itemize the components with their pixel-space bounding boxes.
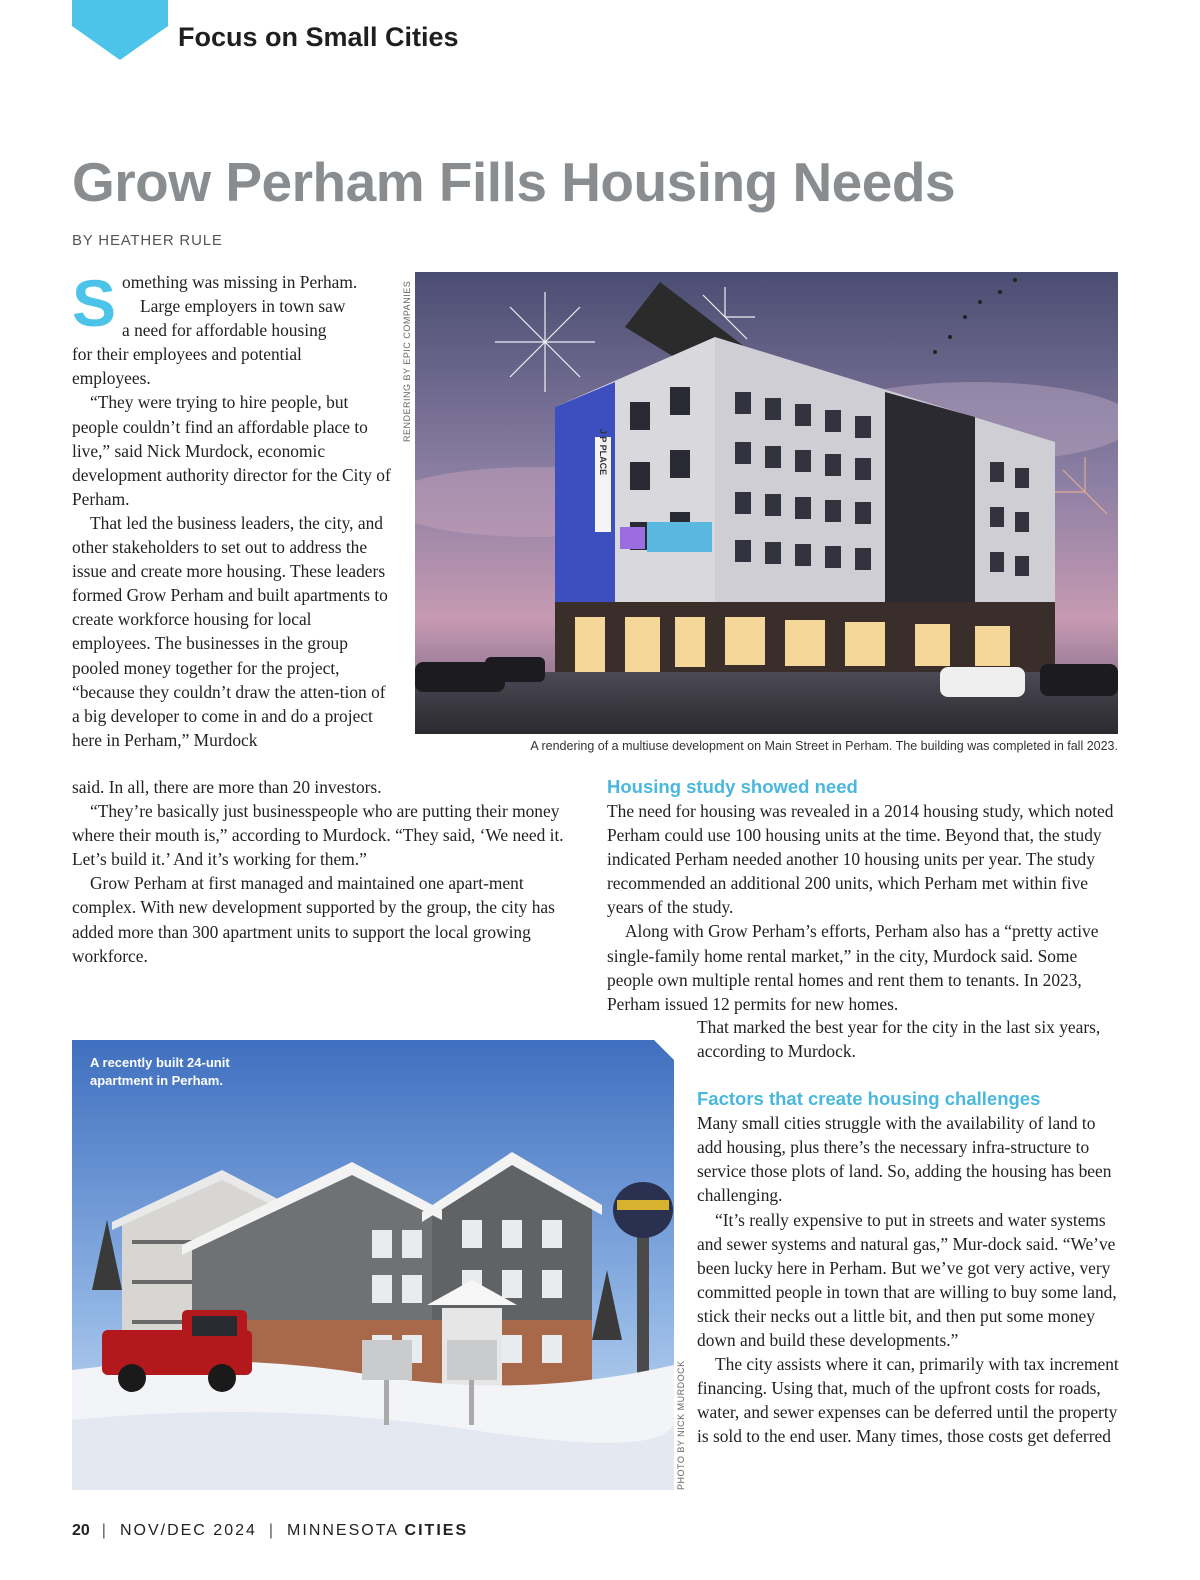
photo-credit-apartment: PHOTO BY NICK MURDOCK: [676, 1360, 686, 1490]
page-footer: [72, 1522, 468, 1540]
paragraph-8: Many small cities struggle with the availability of land to add housing, plus there’s the necessary infra-structure to service those plots of land. So, adding the housing has been challenging.: [697, 1113, 1112, 1206]
paragraph-1-line: Large employers in town saw: [140, 296, 346, 317]
footer-separator: |: [268, 1522, 276, 1539]
paragraph-5: Grow Perham at first managed and maintained one apart-ment complex. With new development supported by the group, the city has added more than 300 apartment units to support the local growing workforce.: [72, 873, 555, 966]
issue-date: NOV/DEC 2024: [119, 1522, 257, 1539]
apartment-caption: A recently built 24-unit apartment in Perham.: [90, 1055, 230, 1088]
page-number: 20: [72, 1522, 90, 1539]
paragraph-3-end: said. In all, there are more than 20 investors.: [72, 777, 382, 797]
section-tab-icon: [72, 0, 168, 60]
article-byline: BY HEATHER RULE: [72, 232, 223, 249]
drop-cap: S: [72, 266, 117, 340]
paragraph-7: Along with Grow Perham’s efforts, Perham also has a “pretty active single-family home rental market,” in the city, Murdock said. Some people own multiple rental homes and rent them to tenants. In 2023, Perham issued 12 permits for new homes.: [607, 921, 1099, 1014]
apartment-building-illustration: [72, 1040, 674, 1490]
apartment-photo: [72, 1040, 674, 1490]
paragraph-1-line: a need for affordable housing: [122, 320, 327, 341]
magazine-name: CITIES: [404, 1522, 469, 1539]
magazine-prefix: MINNESOTA: [287, 1522, 399, 1539]
multiuse-building-illustration: [415, 272, 1118, 734]
paragraph-9: “It’s really expensive to put in streets and water systems and sewer systems and natural gas,” Mur-dock said. “We’ve been lucky here in Perham. But we’ve got very active, very committed people in town that are willing to buy some land, stick their necks out a little bit, and then put some money down and build these developments.”: [697, 1209, 1117, 1351]
building-sign: J P PLACE: [598, 428, 608, 476]
rendering-caption: A rendering of a multiuse development on Main Street in Perham. The building was completed in fall 2023.: [530, 739, 1118, 753]
body-column-right: [607, 775, 1119, 1016]
rendering-photo: [415, 272, 1118, 734]
body-column-wide: [72, 775, 584, 968]
subhead-factors: Factors that create housing challenges: [697, 1088, 1041, 1110]
paragraph-3: That led the business leaders, the city, and other stakeholders to set out to address the issue and create more housing. These leaders formed Grow Perham and built apartments to create workforce housing for local employees. The businesses in the group pooled money together for the project, “because they couldn’t draw the atten-tion of a big developer to come in and do a project here in Perham,” Murdock: [72, 512, 388, 750]
body-column-right-lower: [697, 1015, 1120, 1449]
footer-separator: |: [101, 1522, 108, 1539]
body-column-1: [72, 266, 394, 752]
paragraph-1-line: for their employees and potential: [72, 344, 302, 365]
paragraph-4: “They’re basically just businesspeople who are putting their money where their mouth is,” according to Murdock. “They said, ‘We need it. Let’s build it.’ And it’s working for them.”: [72, 801, 564, 870]
paragraph-1-line: employees.: [72, 368, 151, 389]
paragraph-2: “They were trying to hire people, but people couldn’t find an affordable place to live,” said Nick Murdock, economic development authority director for the City of Perham.: [72, 392, 391, 509]
paragraph-1: [72, 266, 394, 390]
paragraph-1-line: omething was missing in Perham.: [122, 272, 358, 292]
photo-credit-rendering: RENDERING BY EPIC COMPANIES: [402, 280, 412, 442]
paragraph-6: The need for housing was revealed in a 2014 housing study, which noted Perham could use 100 housing units at the time. Beyond that, the study indicated Perham needed another 10 housing units per year. The study recommended an additional 200 units, which Perham met within five years of the study.: [607, 801, 1114, 918]
paragraph-7-end: That marked the best year for the city in the last six years, according to Murdock.: [697, 1017, 1101, 1062]
section-label: Focus on Small Cities: [178, 22, 459, 52]
paragraph-10: The city assists where it can, primarily with tax increment financing. Using that, much of the upfront costs for roads, water, and sewer expenses can be deferred until the property is sold to the end user. Many times, those costs get deferred: [697, 1354, 1119, 1447]
article-headline: Grow Perham Fills Housing Needs: [72, 151, 956, 213]
subhead-housing-study: Housing study showed need: [607, 776, 858, 797]
